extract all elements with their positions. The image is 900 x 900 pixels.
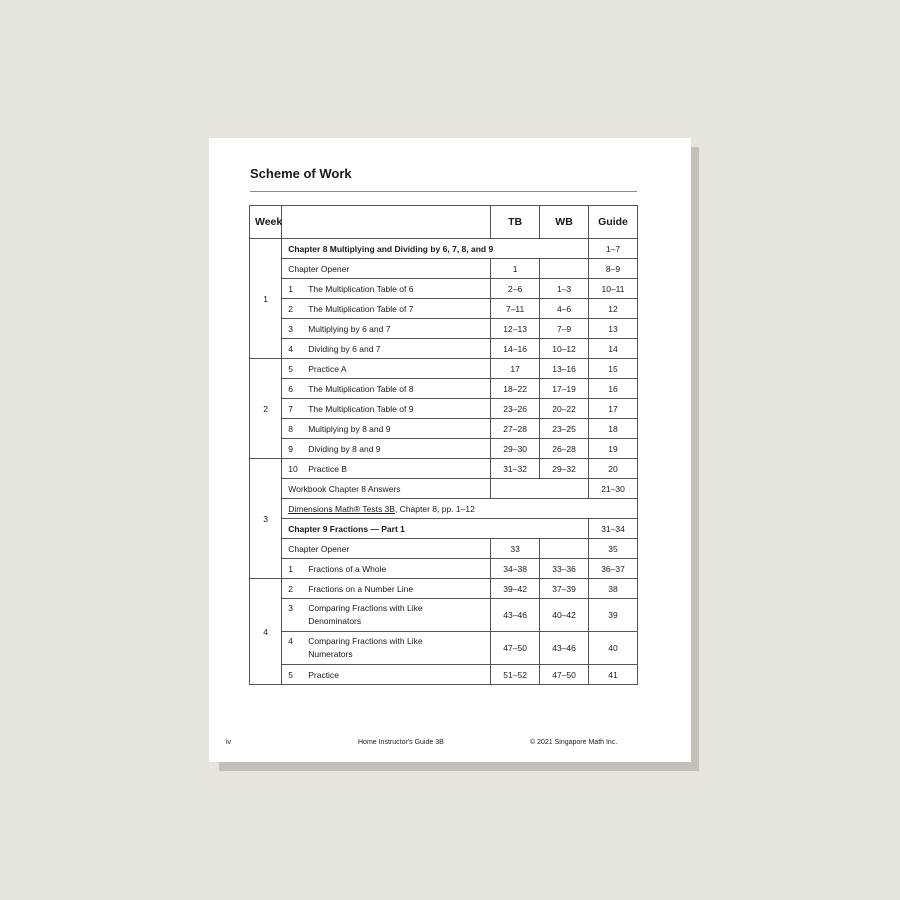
lesson-number: 10 [288,463,298,474]
lesson-number: 2 [288,583,293,594]
tb-wb-cell [491,479,589,499]
lesson-title: Practice [308,669,339,680]
table-row [250,359,638,379]
chapter-title: Chapter 8 Multiplying and Dividing by 6, 7, 8, and 9 [282,239,589,259]
lesson-title: Multiplying by 6 and 7 [308,323,391,334]
header-tb: TB [491,206,540,239]
guide-cell: 20 [589,459,638,479]
guide-cell: 21–30 [589,479,638,499]
tb-cell: 47–50 [491,632,540,665]
lesson-title: The Multiplication Table of 9 [308,403,414,414]
tests-pages: , Chapter 8, pp. 1–12 [394,503,475,514]
tb-cell: 39–42 [491,579,540,599]
lesson-cell [282,359,491,379]
tb-cell: 23–26 [491,399,540,419]
table-row [250,259,638,279]
guide-cell: 13 [589,319,638,339]
lesson-title: Dividing by 6 and 7 [308,343,381,354]
footer-copyright: © 2021 Singapore Math Inc. [530,739,618,746]
title-divider [250,191,637,192]
table-row [250,559,638,579]
table-row [250,479,638,499]
lesson-cell [282,599,491,632]
header-week: Week [250,206,282,239]
tests-reference-cell [282,499,638,519]
lesson-title: Dividing by 8 and 9 [308,443,381,454]
table-row [250,319,638,339]
lesson-cell [282,339,491,359]
tb-cell: 14–16 [491,339,540,359]
wb-cell: 23–25 [540,419,589,439]
lesson-title: Multiplying by 8 and 9 [308,423,391,434]
lesson-cell [282,399,491,419]
footer-book-title: Home Instructor's Guide 3B [358,739,444,746]
lesson-title: Practice A [308,363,347,374]
tb-cell: 18–22 [491,379,540,399]
week-cell: 3 [250,459,282,579]
tb-cell: 1 [491,259,540,279]
scheme-of-work-table [249,205,638,685]
lesson-number: 8 [288,423,293,434]
table-row [250,279,638,299]
wb-cell: 4–6 [540,299,589,319]
wb-cell: 7–9 [540,319,589,339]
table-row [250,499,638,519]
wb-cell: 10–12 [540,339,589,359]
table-row [250,665,638,685]
tb-cell: 7–11 [491,299,540,319]
wb-cell: 13–16 [540,359,589,379]
page-title: Scheme of Work [250,166,352,181]
guide-cell: 1–7 [589,239,638,259]
footer-page-number: iv [226,739,232,746]
lesson-number: 2 [288,303,293,314]
guide-cell: 17 [589,399,638,419]
table-header-row [250,206,638,239]
lesson-cell [282,419,491,439]
table-row [250,339,638,359]
lesson-number: 3 [288,323,293,334]
week-cell: 2 [250,359,282,459]
table-row [250,379,638,399]
chapter-title: Chapter 9 Fractions — Part 1 [282,519,589,539]
wb-cell: 1–3 [540,279,589,299]
guide-cell: 41 [589,665,638,685]
lesson-title: The Multiplication Table of 7 [308,303,414,314]
guide-cell: 40 [589,632,638,665]
wb-cell: 26–28 [540,439,589,459]
table-row [250,539,638,559]
lesson-number: 6 [288,383,293,394]
guide-cell: 39 [589,599,638,632]
guide-cell: 8–9 [589,259,638,279]
guide-cell: 14 [589,339,638,359]
lesson-title: The Multiplication Table of 8 [308,383,414,394]
lesson-cell [282,299,491,319]
table-row [250,299,638,319]
lesson-cell [282,632,491,665]
tb-cell: 43–46 [491,599,540,632]
lesson-cell [282,319,491,339]
wb-cell: 17–19 [540,379,589,399]
lesson-cell [282,665,491,685]
document-page [209,138,691,762]
topic-cell: Workbook Chapter 8 Answers [282,479,491,499]
tb-cell: 17 [491,359,540,379]
lesson-number: 9 [288,443,293,454]
lesson-number: 1 [288,283,293,294]
tb-cell: 12–13 [491,319,540,339]
lesson-number: 4 [288,636,293,646]
guide-cell: 15 [589,359,638,379]
wb-cell: 33–36 [540,559,589,579]
guide-cell: 12 [589,299,638,319]
guide-cell: 38 [589,579,638,599]
lesson-cell [282,439,491,459]
wb-cell [540,539,589,559]
header-topic [282,206,491,239]
wb-cell: 29–32 [540,459,589,479]
guide-cell: 35 [589,539,638,559]
tests-link[interactable]: Dimensions Math® Tests 3B [288,503,395,514]
lesson-title: Practice B [308,463,347,474]
tb-cell: 34–38 [491,559,540,579]
lesson-number: 5 [288,363,293,374]
wb-cell [540,259,589,279]
guide-cell: 18 [589,419,638,439]
lesson-cell [282,559,491,579]
lesson-title: Fractions on a Number Line [308,583,414,594]
table-row [250,419,638,439]
table-row [250,519,638,539]
lesson-number: 4 [288,343,293,354]
lesson-number: 5 [288,669,293,680]
tb-cell: 27–28 [491,419,540,439]
lesson-title: Comparing Fractions with Like Numerators [308,636,423,659]
tb-cell: 2–6 [491,279,540,299]
guide-cell: 10–11 [589,279,638,299]
wb-cell: 37–39 [540,579,589,599]
table-row [250,399,638,419]
table-row [250,239,638,259]
lesson-title: Fractions of a Whole [308,563,387,574]
guide-cell: 19 [589,439,638,459]
wb-cell: 47–50 [540,665,589,685]
lesson-number: 1 [288,563,293,574]
table-row [250,632,638,665]
tb-cell: 31–32 [491,459,540,479]
header-guide: Guide [589,206,638,239]
lesson-cell [282,379,491,399]
topic-cell: Chapter Opener [282,259,491,279]
topic-cell: Chapter Opener [282,539,491,559]
table-row [250,579,638,599]
lesson-cell [282,459,491,479]
table-row [250,599,638,632]
lesson-number: 3 [288,603,293,613]
guide-cell: 36–37 [589,559,638,579]
tb-cell: 51–52 [491,665,540,685]
wb-cell: 43–46 [540,632,589,665]
wb-cell: 40–42 [540,599,589,632]
week-cell: 4 [250,579,282,685]
header-wb: WB [540,206,589,239]
table-row [250,459,638,479]
guide-cell: 16 [589,379,638,399]
lesson-cell [282,279,491,299]
wb-cell: 20–22 [540,399,589,419]
lesson-title: The Multiplication Table of 6 [308,283,414,294]
lesson-number: 7 [288,403,293,414]
guide-cell: 31–34 [589,519,638,539]
table-row [250,439,638,459]
tb-cell: 29–30 [491,439,540,459]
week-cell: 1 [250,239,282,359]
lesson-cell [282,579,491,599]
tb-cell: 33 [491,539,540,559]
lesson-title: Comparing Fractions with Like Denominators [308,603,423,626]
